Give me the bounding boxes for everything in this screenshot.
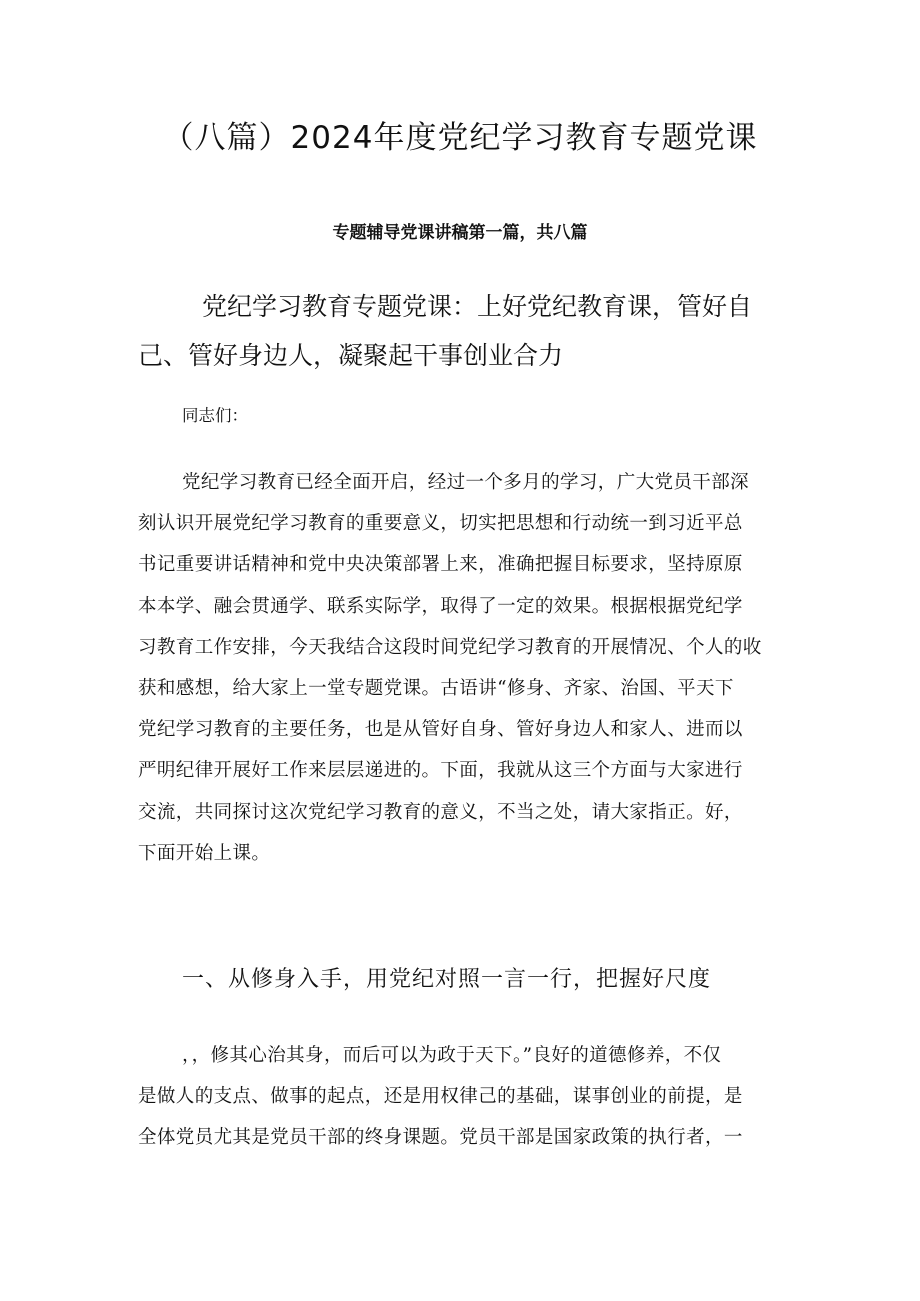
paragraph-line: 获和感想，给大家上一堂专题党课。古语讲“修身、齐家、治国、平天下 [138, 678, 734, 700]
paragraph-line: 下面开始上课。 [138, 842, 271, 864]
paragraph-line: 习教育工作安排，今天我结合这段时间党纪学习教育的开展情况、个人的收 [138, 636, 762, 658]
document-subtitle: 专题辅导党课讲稿第一篇，共八篇 [332, 223, 588, 243]
lecture-title [138, 282, 798, 380]
paragraph-line: 刻认识开展党纪学习教育的重要意义，切实把思想和行动统一到习近平总 [138, 513, 743, 535]
paragraph-line: 党纪学习教育的主要任务，也是从管好自身、管好身边人和家人、进而以 [138, 719, 743, 741]
lecture-title-line-2: 己、管好身边人，凝聚起干事创业合力 [138, 341, 564, 370]
lecture-title-line-1: 党纪学习教育专题党课：上好党纪教育课，管好自 [202, 292, 753, 321]
paragraph-line: 书记重要讲话精神和党中央决策部署上来，准确把握目标要求，坚持原原 [138, 554, 743, 576]
paragraph-line: 交流，共同探讨这次党纪学习教育的意义，不当之处，请大家指正。好， [138, 801, 743, 823]
paragraph-line: 全体党员尤其是党员干部的终身课题。党员干部是国家政策的执行者，一 [138, 1127, 743, 1149]
greeting: 同志们： [182, 406, 248, 425]
section-heading-1: 一、从修身入手，用党纪对照一言一行，把握好尺度 [182, 967, 712, 992]
paragraph-1 [138, 462, 798, 874]
paragraph-line: 本本学、融会贯通学、联系实际学，取得了一定的效果。根据根据党纪学 [138, 595, 743, 617]
paragraph-line: ，，修其心治其身，而后可以为政于天下。”良好的道德修养，不仅 [182, 1045, 722, 1066]
paragraph-line: 是做人的支点、做事的起点，还是用权律己的基础，谋事创业的前提，是 [138, 1086, 743, 1108]
paragraph-2 [138, 1035, 798, 1159]
paragraph-line: 严明纪律开展好工作来层层递进的。下面，我就从这三个方面与大家进行 [138, 760, 743, 782]
document-title: （八篇）2024年度党纪学习教育专题党课 [162, 120, 758, 156]
paragraph-line: 党纪学习教育已经全面开启，经过一个多月的学习，广大党员干部深 [182, 472, 750, 493]
